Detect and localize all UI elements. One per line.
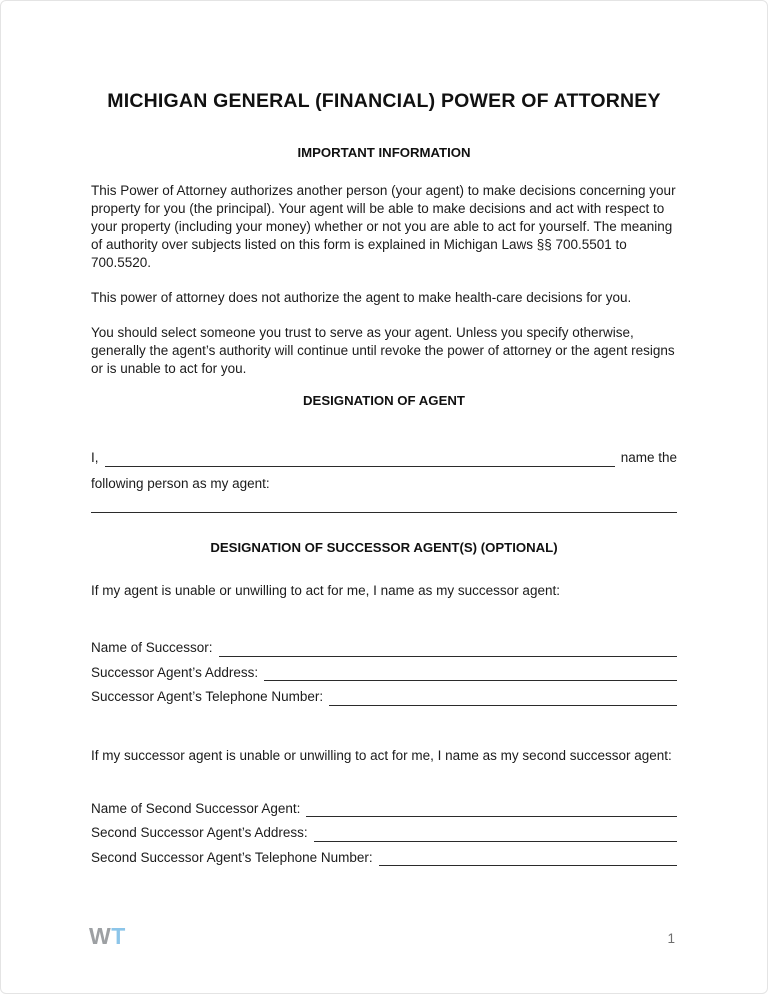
second-successor-name-label: Name of Second Successor Agent: <box>91 800 301 816</box>
important-info-paragraph-2: This power of attorney does not authorize the agent to make health-care decisions for you. <box>91 289 632 305</box>
principal-name-suffix-label: name the <box>620 449 677 465</box>
page-number: 1 <box>667 931 675 946</box>
wt-logo <box>89 925 126 948</box>
successor-phone-field-row <box>91 685 677 710</box>
second-successor-intro-paragraph: If my successor agent is unable or unwilling to act for me, I name as my second successor agent: <box>91 747 672 763</box>
important-info-paragraph-1: This Power of Attorney authorizes another person (your agent) to make decisions concerning your property for you (the principal). Your agent will be able to make decisions and act with respect to your property (including your money) whether or not you are able to act for yourself. The meaning of authority over subjects listed on this form is explained in Michigan Laws §§ 700.5501 to 700.5520. <box>91 182 676 270</box>
second-successor-phone-field-row <box>91 846 677 871</box>
section-heading-successor-agents: DESIGNATION OF SUCCESSOR AGENT(S) (OPTIONAL) <box>210 539 558 555</box>
section-heading-important-information: IMPORTANT INFORMATION <box>297 145 471 161</box>
wt-logo-t: T <box>111 923 126 949</box>
principal-name-prefix-label: I, <box>91 449 99 465</box>
successor-intro-paragraph: If my agent is unable or unwilling to act for me, I name as my successor agent: <box>91 583 560 599</box>
principal-name-row <box>91 445 677 471</box>
section-heading-designation-of-agent: DESIGNATION OF AGENT <box>303 392 465 408</box>
successor-phone-blank-line <box>329 685 677 706</box>
successor-field-group <box>91 636 677 710</box>
successor-address-field-row <box>91 661 677 686</box>
successor-address-label: Successor Agent’s Address: <box>91 664 259 680</box>
successor-name-label: Name of Successor: <box>91 640 213 656</box>
principal-name-blank-line <box>105 445 615 467</box>
successor-name-field-row <box>91 636 677 661</box>
successor-address-blank-line <box>264 661 677 682</box>
second-successor-address-field-row <box>91 821 677 846</box>
second-successor-field-group <box>91 797 677 871</box>
agent-name-blank-line <box>91 512 677 513</box>
second-successor-name-field-row <box>91 797 677 822</box>
successor-phone-label: Successor Agent’s Telephone Number: <box>91 689 324 705</box>
document-title: MICHIGAN GENERAL (FINANCIAL) POWER OF ATTORNEY <box>107 90 661 112</box>
important-info-paragraph-3: You should select someone you trust to serve as your agent. Unless you specify otherwise, generally the agent’s authority will continue until revoke the power of attorney or the agent resigns or is unable to act for you. <box>91 324 675 376</box>
following-person-label: following person as my agent: <box>91 475 270 491</box>
wt-logo-w: W <box>89 923 112 949</box>
successor-name-blank-line <box>219 636 677 657</box>
second-successor-address-blank-line <box>314 821 677 842</box>
second-successor-phone-label: Second Successor Agent’s Telephone Number: <box>91 849 373 865</box>
second-successor-phone-blank-line <box>379 846 677 867</box>
second-successor-address-label: Second Successor Agent’s Address: <box>91 825 308 841</box>
second-successor-name-blank-line <box>306 797 677 818</box>
